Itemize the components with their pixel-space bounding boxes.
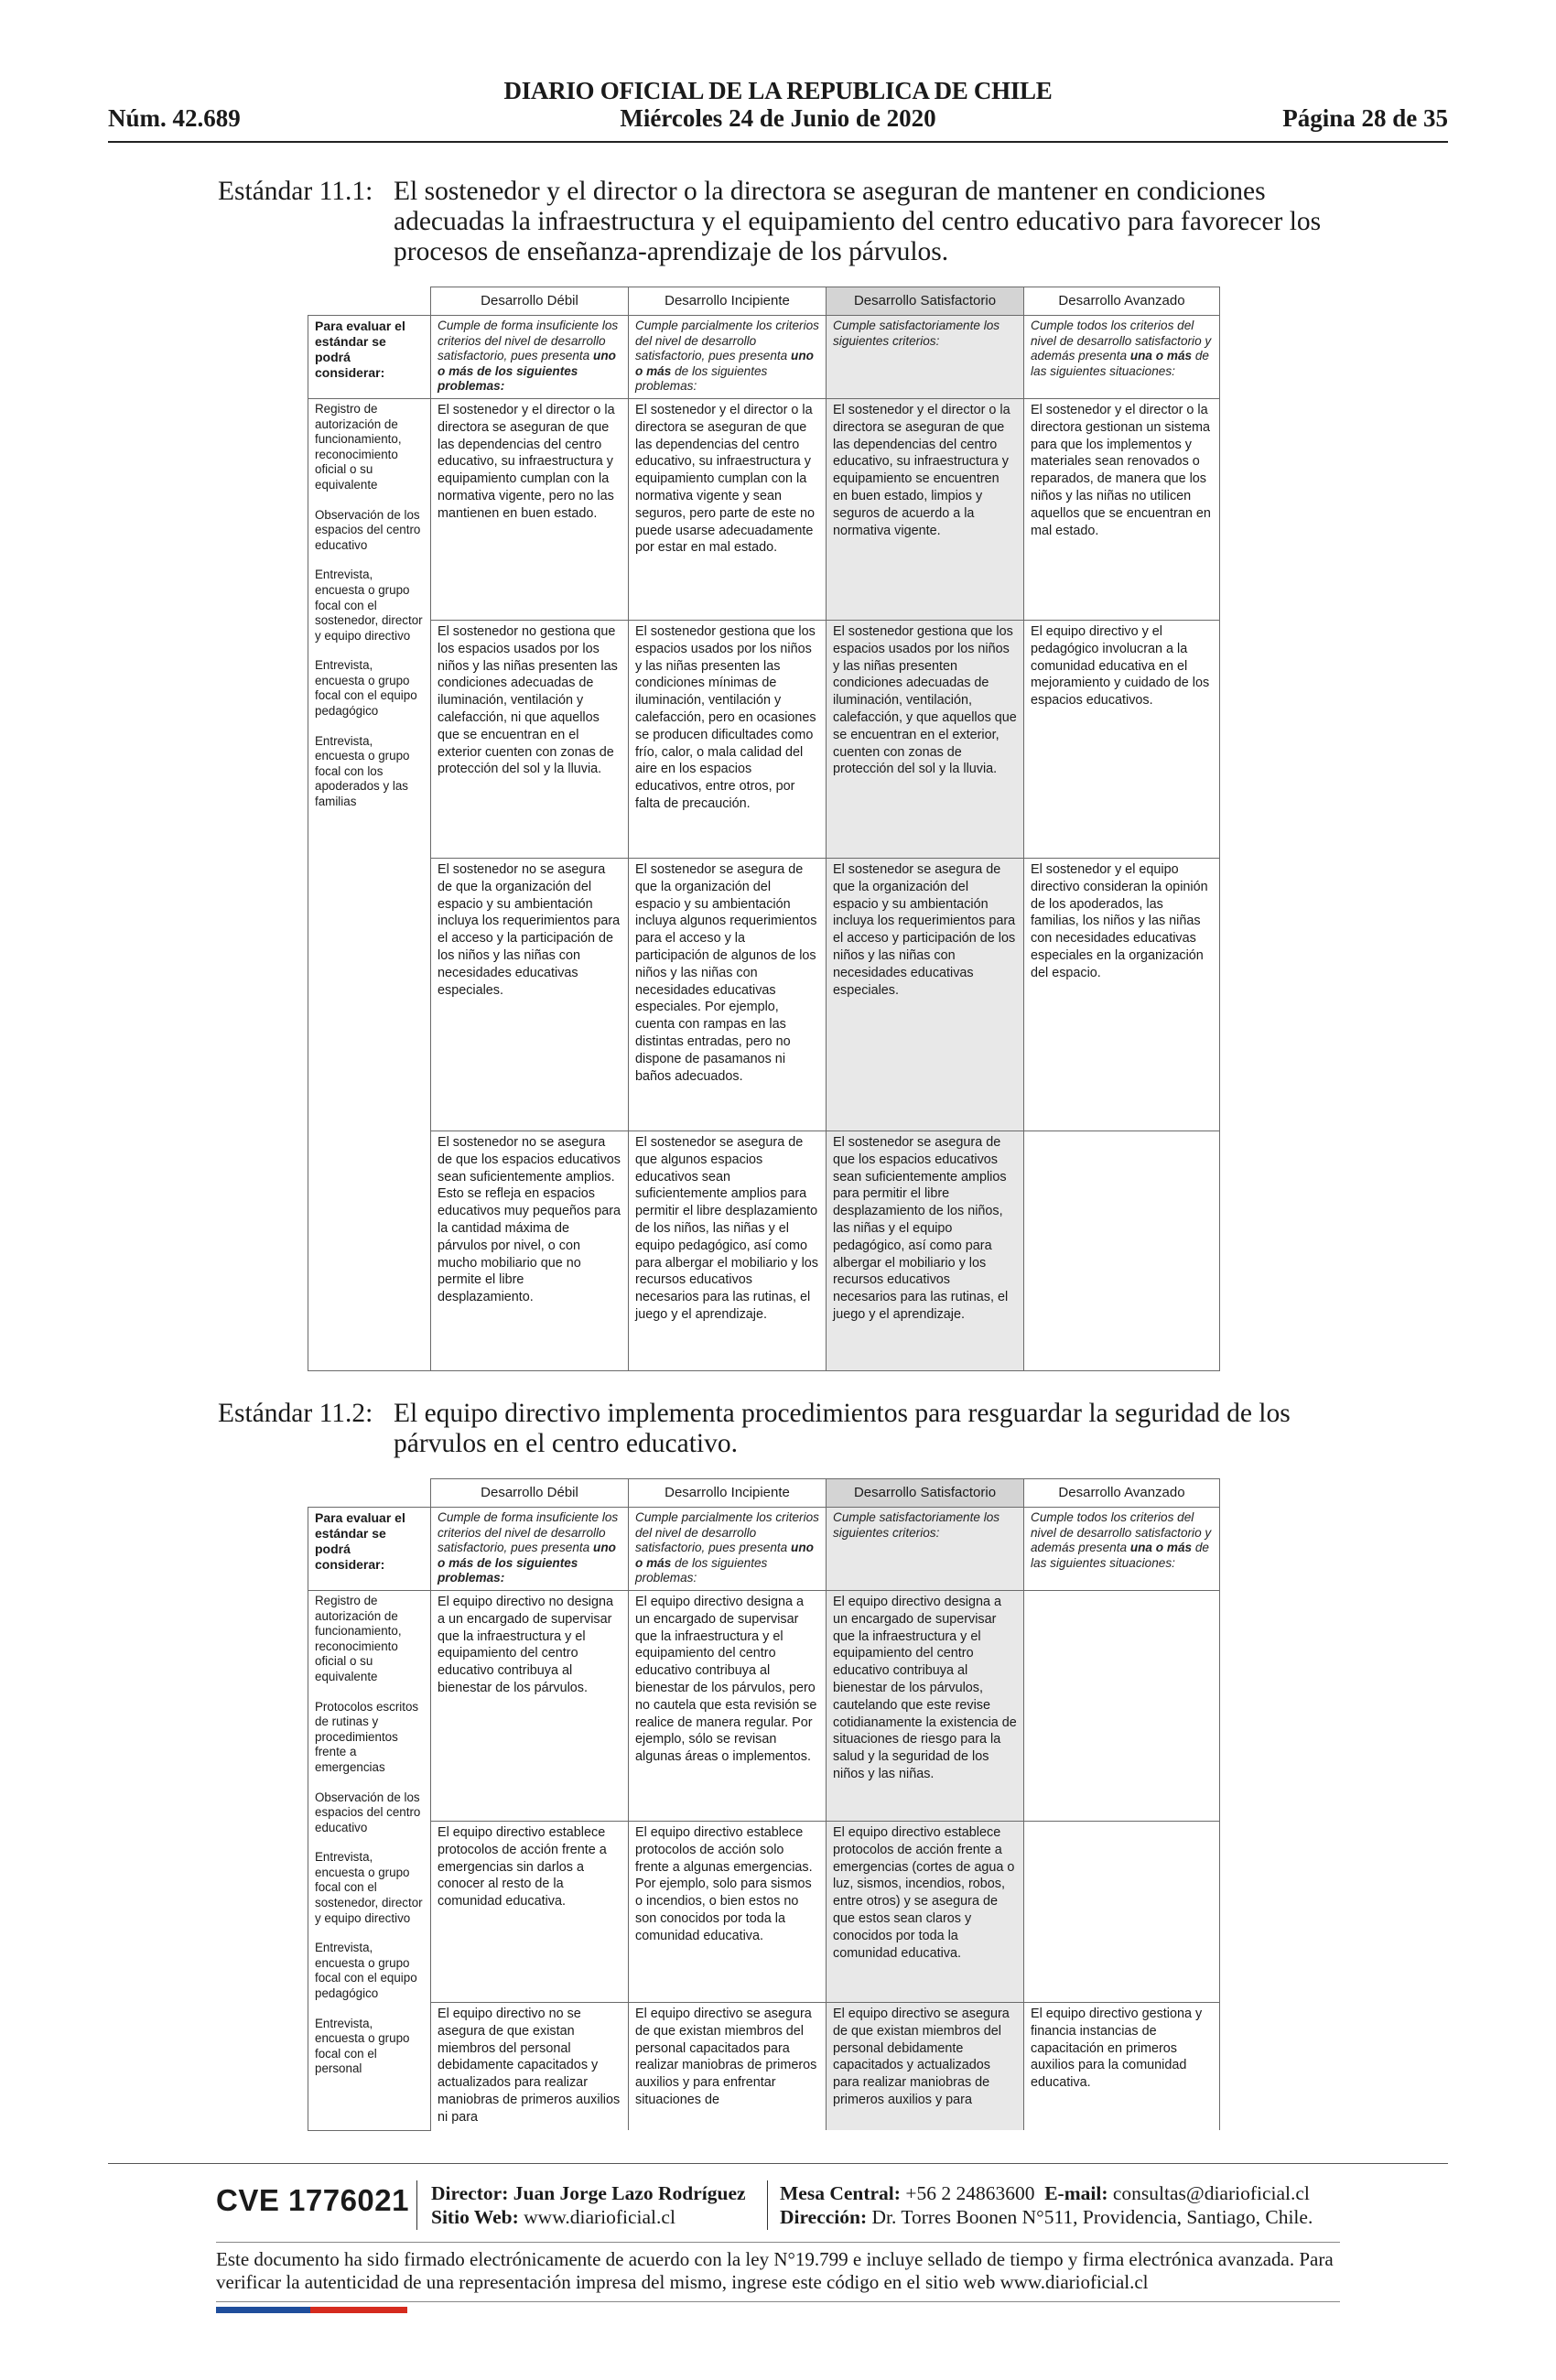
cell-incipiente: El sostenedor se asegura de que algunos espacios educativos sean suficientemente amplios para permitir el libre desplazamiento de los niños, las niñas y el equipo pedagógico, así como para albergar el mobiliario y los recursos educativos necesarios para las rutinas, el juego y el aprendizaje.: [629, 1130, 827, 1370]
issue-number: Núm. 42.689: [108, 104, 241, 132]
cve-code: CVE 1776021: [216, 2183, 409, 2217]
director-name: Juan Jorge Lazo Rodríguez: [513, 2182, 746, 2204]
evidence-source: Registro de autorización de funcionamiento, reconocimiento oficial o su equivalente: [315, 1593, 402, 1683]
table-corner: [308, 287, 431, 316]
email-link[interactable]: consultas@diarioficial.cl: [1112, 2182, 1310, 2204]
criteria-incipiente: Cumple parcialmente los criterios del nivel de desarrollo satisfactorio, pues presenta uno o más de los siguientes problemas:: [629, 316, 827, 399]
evidence-source: Entrevista, encuesta o grupo focal con los apoderados y las familias: [315, 733, 410, 809]
cell-incipiente: El equipo directivo se asegura de que existan miembros del personal capacitados para realizar maniobras de primeros auxilios y para enfrentar situaciones de: [629, 2002, 827, 2130]
footer-separator: [767, 2180, 768, 2230]
evidence-source: Registro de autorización de funcionamiento, reconocimiento oficial o su equivalente: [315, 401, 402, 492]
evidence-source: Observación de los espacios del centro educativo: [315, 1790, 421, 1834]
flag-stripe-red: [310, 2307, 407, 2313]
col-header-avanzado: Desarrollo Avanzado: [1024, 287, 1220, 316]
cell-debil: El equipo directivo establece protocolos de acción frente a emergencias sin darlos a conocer al resto de la comunidad educativa.: [431, 1821, 629, 2002]
cell-satisfactorio: El equipo directivo designa a un encargado de supervisar que la infraestructura y el equipamiento del centro educativo contribuya al bienestar de los párvulos, cautelando que este revise cotidianamente la existencia de situaciones de riesgo para la salud y la seguridad de los niños y las niñas.: [827, 1590, 1024, 1821]
col-header-satisfactorio: Desarrollo Satisfactorio: [827, 1479, 1024, 1508]
consider-label: Para evaluar el estándar se podrá considerar:: [308, 1508, 431, 1591]
cell-avanzado: El sostenedor y el director o la directora gestionan un sistema para que los implementos y materiales sean renovados o reparados, de manera que los niños y las niñas no utilicen aquellos que se encuentran en mal estado.: [1024, 398, 1220, 620]
col-header-incipiente: Desarrollo Incipiente: [629, 287, 827, 316]
standard-text: El sostenedor y el director o la directora se aseguran de mantener en condiciones adecuadas la infraestructura y el equipamiento del centro educativo para favorecer los procesos de enseñanza-aprendizaje de los párvulos.: [394, 177, 1322, 266]
page-header: [108, 73, 1448, 146]
criteria-debil: Cumple de forma insuficiente los criterios del nivel de desarrollo satisfactorio, pues presenta uno o más de los siguientes problemas:: [431, 1508, 629, 1591]
cell-debil: El equipo directivo no designa a un encargado de supervisar que la infraestructura y el equipamiento del centro educativo contribuya al bienestar de los párvulos.: [431, 1590, 629, 1821]
criteria-satisfactorio: Cumple satisfactoriamente los siguientes criterios:: [827, 316, 1024, 399]
footer-contact-block: Mesa Central: +56 2 24863600 E-mail: consultas@diarioficial.cl Dirección: Dr. Torres Boonen N°511, Providencia, Santiago, Chile.: [780, 2182, 1313, 2228]
legal-notice: Este documento ha sido firmado electrónicamente de acuerdo con la ley N°19.799 e incluye sellado de tiempo y firma electrónica avanzada. Para verificar la autenticidad de una representación impresa del mismo, ingrese este código en el sitio web www.diarioficial.cl: [216, 2248, 1334, 2293]
col-header-avanzado: Desarrollo Avanzado: [1024, 1479, 1220, 1508]
standard-text: El equipo directivo implementa procedimientos para resguardar la seguridad de los párvulos en el centro educativo.: [394, 1399, 1291, 1458]
cell-satisfactorio: El sostenedor se asegura de que la organización del espacio y su ambientación incluya los requerimientos para el acceso y participación de los niños y las niñas con necesidades educativas especiales.: [827, 858, 1024, 1130]
evidence-source: Entrevista, encuesta o grupo focal con el personal: [315, 2016, 410, 2076]
cell-satisfactorio: El equipo directivo establece protocolos de acción frente a emergencias (cortes de agua o luz, sismos, incendios, robos, entre otros) y se asegura de que estos sean claros y conocidos por toda la comunidad educativa.: [827, 1821, 1024, 2002]
evidence-source: Entrevista, encuesta o grupo focal con el equipo pedagógico: [315, 658, 417, 719]
standard-label: Estándar 11.1:: [218, 177, 373, 206]
cell-incipiente: El sostenedor gestiona que los espacios usados por los niños y las niñas presenten las condiciones mínimas de iluminación, ventilación y calefacción, pero en ocasiones se producen dificultades como frío, calor, o mala calidad del aire en los espacios educativos, entre otros, por falta de precaución.: [629, 620, 827, 858]
evidence-source: Observación de los espacios del centro educativo: [315, 507, 421, 552]
criteria-satisfactorio: Cumple satisfactoriamente los siguientes criterios:: [827, 1508, 1024, 1591]
issue-date: Miércoles 24 de Junio de 2020: [620, 104, 936, 132]
standard-label: Estándar 11.2:: [218, 1399, 373, 1428]
flag-stripe-blue: [216, 2307, 310, 2313]
cell-incipiente: El equipo directivo establece protocolos de acción solo frente a algunas emergencias. Por ejemplo, solo para sismos o incendios, o bien estos no son conocidos por toda la comunidad educativa.: [629, 1821, 827, 2002]
footer-divider: [216, 2242, 1340, 2243]
evidence-source: Entrevista, encuesta o grupo focal con el equipo pedagógico: [315, 1941, 417, 2001]
evidence-source: Entrevista, encuesta o grupo focal con el sostenedor, director y equipo directivo: [315, 568, 423, 643]
standard-11-2-rubric-table: [308, 1478, 1220, 2131]
cell-satisfactorio: El equipo directivo se asegura de que existan miembros del personal debidamente capacitados y actualizados para realizar maniobras de primeros auxilios y para: [827, 2002, 1024, 2130]
criteria-debil: Cumple de forma insuficiente los criterios del nivel de desarrollo satisfactorio, pues presenta uno o más de los siguientes problemas:: [431, 316, 629, 399]
phone-number: +56 2 24863600: [905, 2182, 1035, 2204]
criteria-incipiente: Cumple parcialmente los criterios del nivel de desarrollo satisfactorio, pues presenta uno o más de los siguientes problemas:: [629, 1508, 827, 1591]
col-header-debil: Desarrollo Débil: [431, 287, 629, 316]
footer-divider: [216, 2301, 1340, 2302]
evidence-sources: [308, 1590, 431, 2130]
address: Dr. Torres Boonen N°511, Providencia, Santiago, Chile.: [871, 2206, 1313, 2228]
table-corner: [308, 1479, 431, 1508]
footer-separator: [416, 2180, 417, 2230]
website-link[interactable]: www.diarioficial.cl: [524, 2206, 675, 2228]
evidence-sources: [308, 398, 431, 1370]
evidence-source: Protocolos escritos de rutinas y procedimientos frente a emergencias: [315, 1699, 419, 1774]
cell-avanzado: El equipo directivo y el pedagógico involucran a la comunidad educativa en el mejoramiento y cuidado de los espacios educativos.: [1024, 620, 1220, 858]
cell-avanzado: El sostenedor y el equipo directivo consideran la opinión de los apoderados, las familias, los niños y las niñas con necesidades educativas especiales en la organización del espacio.: [1024, 858, 1220, 1130]
col-header-incipiente: Desarrollo Incipiente: [629, 1479, 827, 1508]
header-divider: [108, 141, 1448, 143]
criteria-avanzado: Cumple todos los criterios del nivel de desarrollo satisfactorio y además presenta una o más de las siguientes situaciones:: [1024, 316, 1220, 399]
footer-director-block: Director: Juan Jorge Lazo Rodríguez Sitio Web: www.diarioficial.cl: [431, 2182, 746, 2228]
page-number: Página 28 de 35: [1282, 104, 1448, 132]
cell-avanzado: [1024, 1590, 1220, 1821]
cell-debil: El sostenedor no gestiona que los espacios usados por los niños y las niñas presenten las condiciones adecuadas de iluminación, ventilación y calefacción, ni que aquellos que se encuentran en el exterior cuenten con zonas de protección del sol y la lluvia.: [431, 620, 629, 858]
col-header-debil: Desarrollo Débil: [431, 1479, 629, 1508]
cell-avanzado: El equipo directivo gestiona y financia instancias de capacitación en primeros auxilios para la comunidad educativa.: [1024, 2002, 1220, 2130]
cell-satisfactorio: El sostenedor se asegura de que los espacios educativos sean suficientemente amplios para permitir el libre desplazamiento de los niños, las niñas y el equipo pedagógico, así como para albergar el mobiliario y los recursos educativos necesarios para las rutinas, el juego y el aprendizaje.: [827, 1130, 1024, 1370]
criteria-avanzado: Cumple todos los criterios del nivel de desarrollo satisfactorio y además presenta una o más de las siguientes situaciones:: [1024, 1508, 1220, 1591]
consider-label: Para evaluar el estándar se podrá considerar:: [308, 316, 431, 399]
standard-11-1-rubric-table: [308, 287, 1220, 1371]
cell-incipiente: El sostenedor se asegura de que la organización del espacio y su ambientación incluya algunos requerimientos para el acceso y la participación de algunos de los niños y las niñas con necesidades educativas especiales. Por ejemplo, cuenta con rampas en las distintas entradas, pero no dispone de pasamanos ni baños adecuados.: [629, 858, 827, 1130]
cell-avanzado: [1024, 1130, 1220, 1370]
cell-avanzado: [1024, 1821, 1220, 2002]
cell-incipiente: El sostenedor y el director o la directora se aseguran de que las dependencias del centro educativo, su infraestructura y equipamiento cumplan con la normativa vigente y sean seguros, pero parte de este no puede usarse adecuadamente por estar en mal estado.: [629, 398, 827, 620]
cell-debil: El equipo directivo no se asegura de que existan miembros del personal debidamente capacitados y actualizados para realizar maniobras de primeros auxilios ni para: [431, 2002, 629, 2130]
newspaper-title: DIARIO OFICIAL DE LA REPUBLICA DE CHILE: [503, 77, 1053, 104]
cell-satisfactorio: El sostenedor y el director o la directora se aseguran de que las dependencias del centro educativo, su infraestructura y equipamiento se encuentren en buen estado, limpios y seguros de acuerdo a la normativa vigente.: [827, 398, 1024, 620]
col-header-satisfactorio: Desarrollo Satisfactorio: [827, 287, 1024, 316]
footer-divider: [108, 2163, 1448, 2164]
cell-debil: El sostenedor no se asegura de que la organización del espacio y su ambientación incluya los requerimientos para el acceso y la participación de los niños y las niñas con necesidades educativas especiales.: [431, 858, 629, 1130]
cell-incipiente: El equipo directivo designa a un encargado de supervisar que la infraestructura y el equipamiento del centro educativo contribuya al bienestar de los párvulos, pero no cautela que esta revisión se realice de manera regular. Por ejemplo, sólo se revisan algunas áreas o implementos.: [629, 1590, 827, 1821]
cell-debil: El sostenedor y el director o la directora se aseguran de que las dependencias del centro educativo, su infraestructura y equipamiento cumplan con la normativa vigente, pero no las mantienen en buen estado.: [431, 398, 629, 620]
cell-debil: El sostenedor no se asegura de que los espacios educativos sean suficientemente amplios. Esto se refleja en espacios educativos muy pequeños para la cantidad máxima de párvulos por nivel, o con mucho mobiliario que no permite el libre desplazamiento.: [431, 1130, 629, 1370]
evidence-source: Entrevista, encuesta o grupo focal con el sostenedor, director y equipo directivo: [315, 1850, 423, 1925]
cell-satisfactorio: El sostenedor gestiona que los espacios usados por los niños y las niñas presenten condiciones adecuadas de iluminación, ventilación, calefacción, y que aquellos que se encuentran en el exterior, cuenten con zonas de protección del sol y la lluvia.: [827, 620, 1024, 858]
